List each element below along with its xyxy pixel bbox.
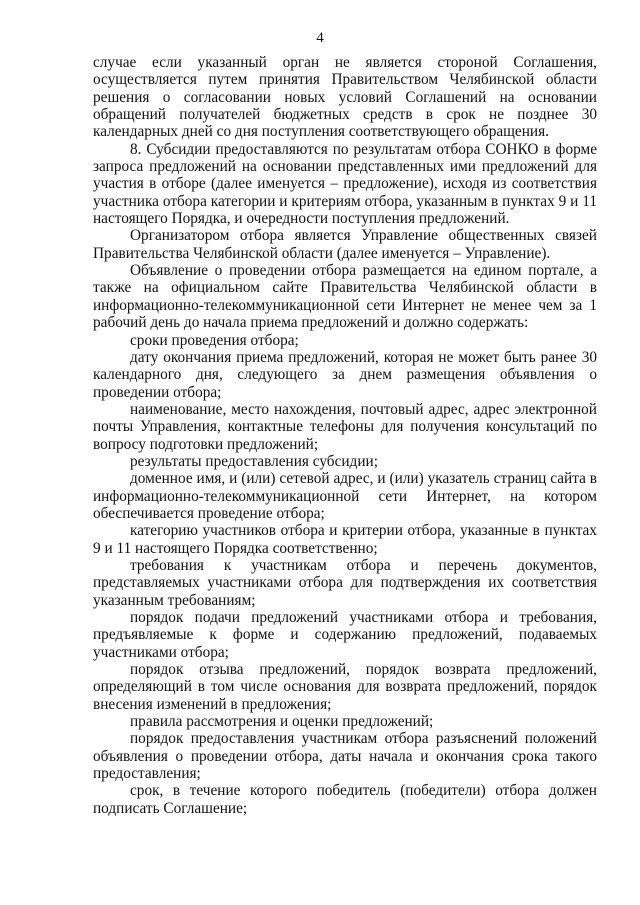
list-item: порядок подачи предложений участниками отбора и требования, предъявляемые к форме и содержанию предложений, подаваемых участниками отбора;	[93, 609, 597, 661]
paragraph-continuation: случае если указанный орган не является стороной Соглашения, осуществляется путем принятия Правительством Челябинской области решения о согласовании новых условий Соглашений на основании обращений получателей бюджетных средств в срок не позднее 30 календарных дней со дня поступления соответствующего обращения.	[93, 54, 597, 141]
list-item: доменное имя, и (или) сетевой адрес, и (или) указатель страниц сайта в информационно-телекоммуникационной сети Интернет, на котором обеспечивается проведение отбора;	[93, 470, 597, 522]
list-item: правила рассмотрения и оценки предложений;	[130, 713, 434, 731]
list-item: наименование, место нахождения, почтовый адрес, адрес электронной почты Управления, контактные телефоны для получения консультаций по вопросу подготовки предложений;	[93, 400, 597, 453]
list-item: дату окончания приема предложений, которая не может быть ранее 30 календарного дня, следующего за днем размещения объявления о проведении отбора;	[93, 348, 597, 401]
paragraph-announcement: Объявление о проведении отбора размещается на едином портале, а также на официальном сайте Правительства Челябинской области в информационно-телекоммуникационной сети Интернет не менее чем за 1 рабочий день до начала приема предложений и должно содержать:	[93, 262, 597, 332]
paragraph-clause-8: 8. Субсидии предоставляются по результатам отбора СОНКО в форме запроса предложений на основании представленных ими предложений для участия в отборе (далее именуется – предложение), исходя из соответствия участника отбора категории и критериям отбора, указанным в пунктах 9 и 11 настоящего Порядка, и очередности поступления предложений.	[93, 140, 597, 228]
list-item: категорию участников отбора и критерии отбора, указанные в пунктах 9 и 11 настоящего Порядка соответственно;	[93, 522, 597, 557]
page-number: 4	[316, 30, 324, 46]
document-body	[93, 54, 597, 817]
paragraph-organizer: Организатором отбора является Управление общественных связей Правительства Челябинской области (далее именуется – Управление).	[93, 227, 597, 262]
list-item: порядок предоставления участникам отбора разъяснений положений объявления о проведении отбора, даты начала и окончания срока такого предоставления;	[93, 730, 597, 783]
list-item: сроки проведения отбора;	[130, 331, 299, 349]
list-item: срок, в течение которого победитель (победители) отбора должен подписать Соглашение;	[93, 782, 597, 817]
list-item: требования к участникам отбора и перечень документов, представляемых участниками отбора для подтверждения их соответствия указанным требованиям;	[93, 556, 597, 609]
list-item: результаты предоставления субсидии;	[130, 452, 378, 470]
list-item: порядок отзыва предложений, порядок возврата предложений, определяющий в том числе основания для возврата предложений, порядок внесения изменений в предложения;	[93, 661, 597, 713]
